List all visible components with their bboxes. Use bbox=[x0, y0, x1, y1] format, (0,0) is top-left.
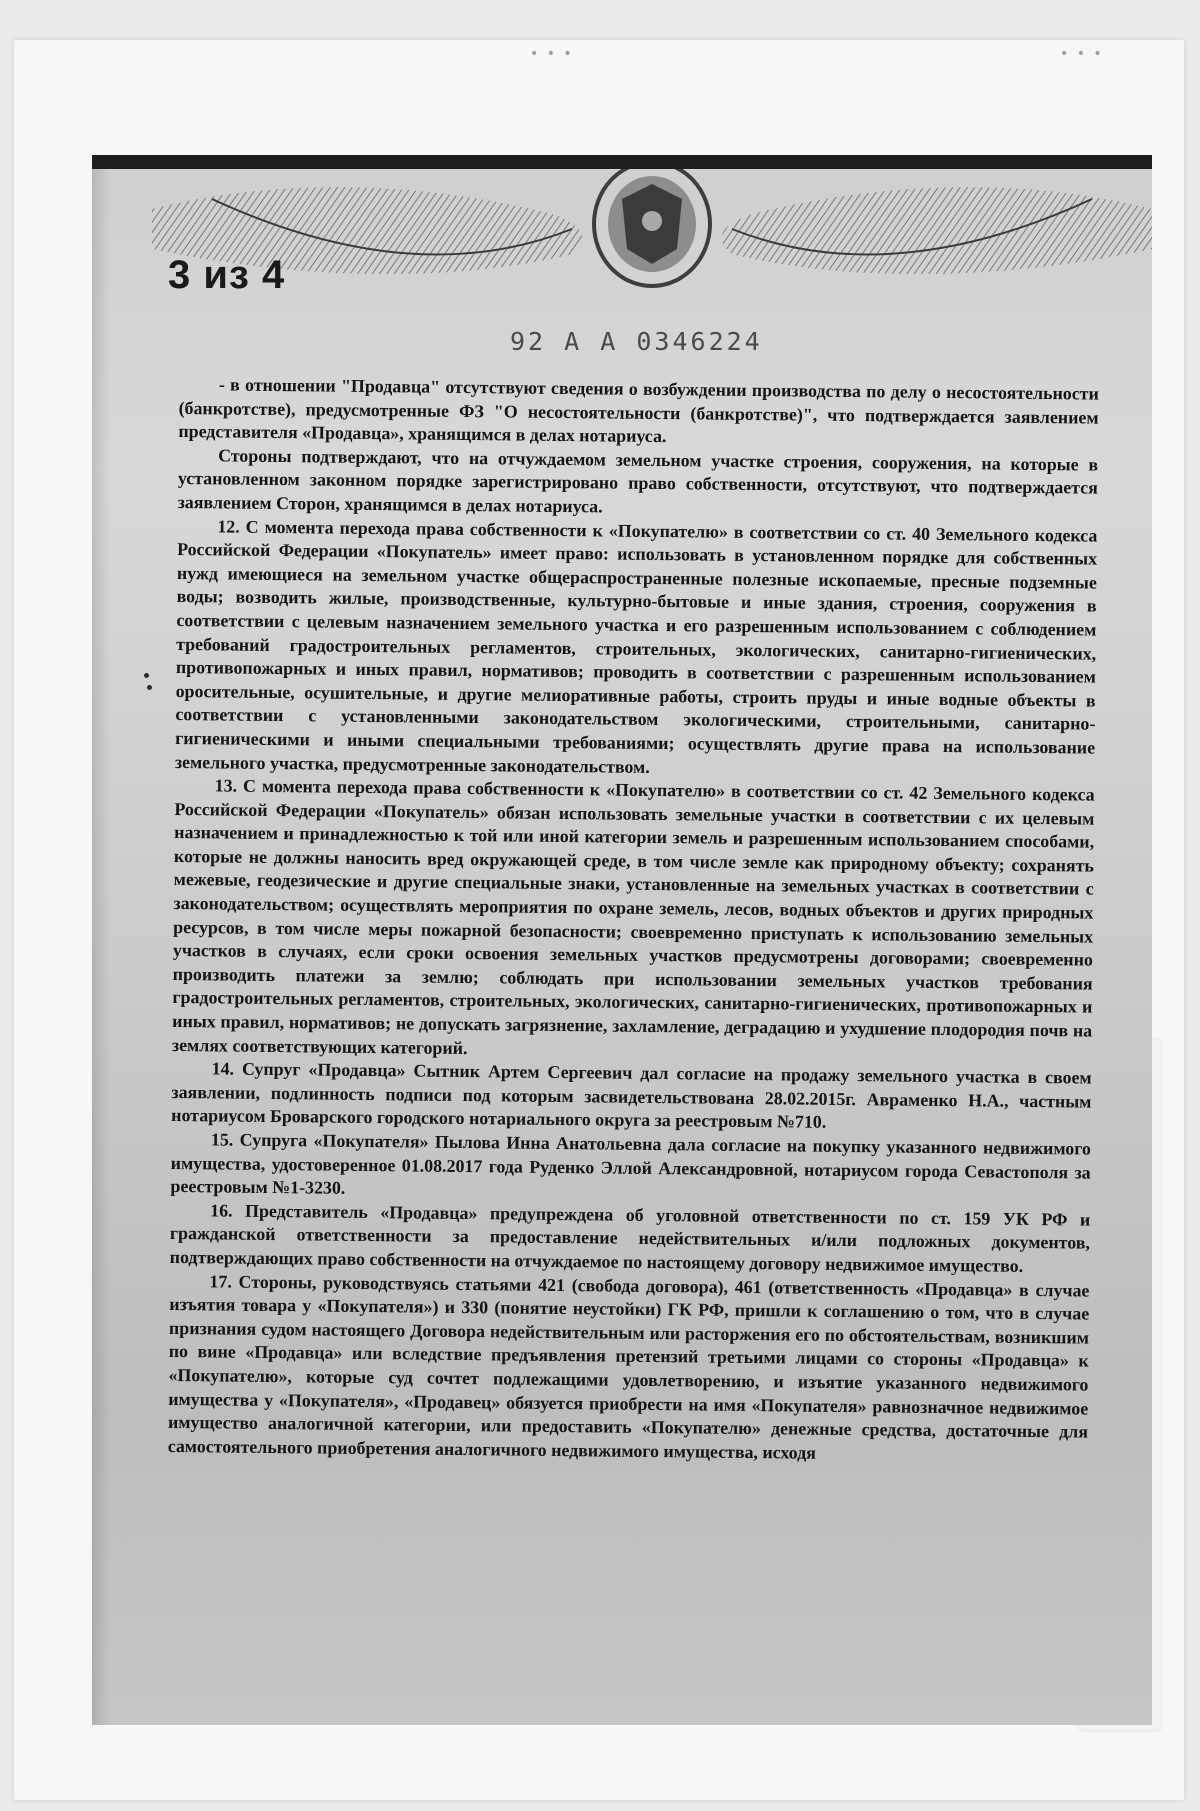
coat-of-arms-ornament-icon bbox=[152, 169, 1152, 289]
paragraph-17: 17. Стороны, руководствуясь статьями 421 (свобода договора), 461 (ответственность «Продавца» в случае изъятия товара у «Покупателя») и 330 (понятие неустойки) ГК РФ, пришли к соглашению о том, что в случае признания судом настоящего Договора недействительным или расторжения его по обстоятельствам, возникшим по вине «Продавца» или вследствие предъявления претензий третьими лицами со стороны «Продавца» к «Покупателю», которые суд сочтет подлежащими удовлетворению, и изъятие указанного недвижимого имущества у «Покупателя», «Продавец» обязуется приобрести на имя «Покупателя» равнозначное недвижимое имущество аналогичной категории, или предоставить «Покупателю» денежные средства, достаточные для самостоятельного приобретения аналогичного недвижимого имущества, исходя bbox=[167, 1270, 1090, 1463]
page-edge-shadow bbox=[92, 169, 110, 1725]
staple-marks-right: • • • bbox=[1060, 46, 1104, 62]
staple-marks-left: • • • bbox=[530, 46, 574, 62]
paragraph-16: 16. Представитель «Продавца» предупреждена об уголовной ответственности по ст. 159 УК РФ и гражданской ответственности за предоставление недействительных и/или подложных документов, подтверждающих право собственности на отчуждаемое по настоящему договору недвижимое имущество. bbox=[169, 1200, 1091, 1276]
paragraph-13: 13. С момента перехода права собственности к «Покупателю» в соответствии со ст. 42 Земельного кодекса Российской Федерации «Покупатель» обязан использовать земельные участки в соответствии с их целевым назначением и принадлежностью к той или иной категории земель и разрешенным использованием способами, которые не должны наносить вред окружающей среде, в том числе земле как природному объекту; сохранять межевые, геодезические и другие специальные знаки, установленные на земельных участках в соответствии с законодательством; осуществлять мероприятия по охране земель, лесов, водных объектов и других природных ресурсов, в том числе меры пожарной безопасности; своевременно приступать к использованию земельных участков в случаях, если сроки освоения земельных участков предусмотрены договорами; своевременно производить платежи за землю; соблюдать при использовании земельных участков требования градостроительных регламентов, строительных, экологических, санитарно-гигиенических, противопожарных и иных правил, нормативов; не допускать загрязнение, захламление, деградацию и ухудшение плодородия почв на землях соответствующих категорий. bbox=[171, 775, 1095, 1058]
paragraph-bankruptcy: - в отношении "Продавца" отсутствуют сведения о возбуждении производства по делу о несостоятельности (банкротстве), предусмотренные ФЗ "О несостоятельности (банкротстве)", что подтверждается заявлением представителя «Продавца», хранящимся в делах нотариуса. bbox=[178, 374, 1099, 447]
top-border-bar bbox=[92, 155, 1152, 169]
form-serial-number: 92 А А 0346224 bbox=[510, 327, 763, 356]
photocopy-page bbox=[92, 155, 1152, 1725]
paragraph-structures: Стороны подтверждают, что на отчуждаемом земельном участке строения, сооружения, на которые в установленном законном порядке зарегистрировано право собственности, отсутствуют, что подтверждается заявлением Сторон, хранящимся в делах нотариуса. bbox=[177, 445, 1099, 517]
toner-speck bbox=[147, 685, 152, 690]
contract-body bbox=[168, 373, 1099, 1468]
paragraph-14: 14. Супруг «Продавца» Сытник Артем Сергеевич дал согласие на продажу земельного участка в своем заявлении, подлинность подписи под которым засвидетельствована 28.02.2015г. Авраменко Н.А., частным нотариусом Броварского городского нотариального округа за реестровым №710. bbox=[171, 1058, 1092, 1133]
paragraph-15: 15. Супруга «Покупателя» Пылова Инна Анатольевна дала согласие на покупку указанного недвижимого имущества, удостоверенное 01.08.2017 года Руденко Эллой Александровной, нотариусом города Севастополя за реестровым №1-3230. bbox=[170, 1129, 1092, 1198]
page-counter: 3 из 4 bbox=[168, 253, 286, 297]
toner-speck bbox=[144, 673, 149, 678]
paragraph-12: 12. С момента перехода права собственности к «Покупателю» в соответствии со ст. 40 Земельного кодекса Российской Федерации «Покупатель» имеет право: использовать в установленном порядке для собственных нужд имеющиеся на земельном участке общераспространенные полезные ископаемые, пресные подземные воды; возводить жилые, производственные, культурно-бытовые и иные здания, строения, сооружения в соответствии с целевым назначением земельного участка и его разрешенным использованием с соблюдением требований градостроительных регламентов, строительных, экологических, санитарно-гигиенических, противопожарных и иных правил, нормативов; проводить в соответствии с разрешенным использованием оросительные, осушительные, и другие мелиоративные работы, строить пруды и иные водные объекты в соответствии с установленными законодательством экологическими, строительными, санитарно-гигиеническими и иными специальными требованиями; осуществлять другие права на использование земельного участка, предусмотренные законодательством. bbox=[174, 515, 1098, 777]
